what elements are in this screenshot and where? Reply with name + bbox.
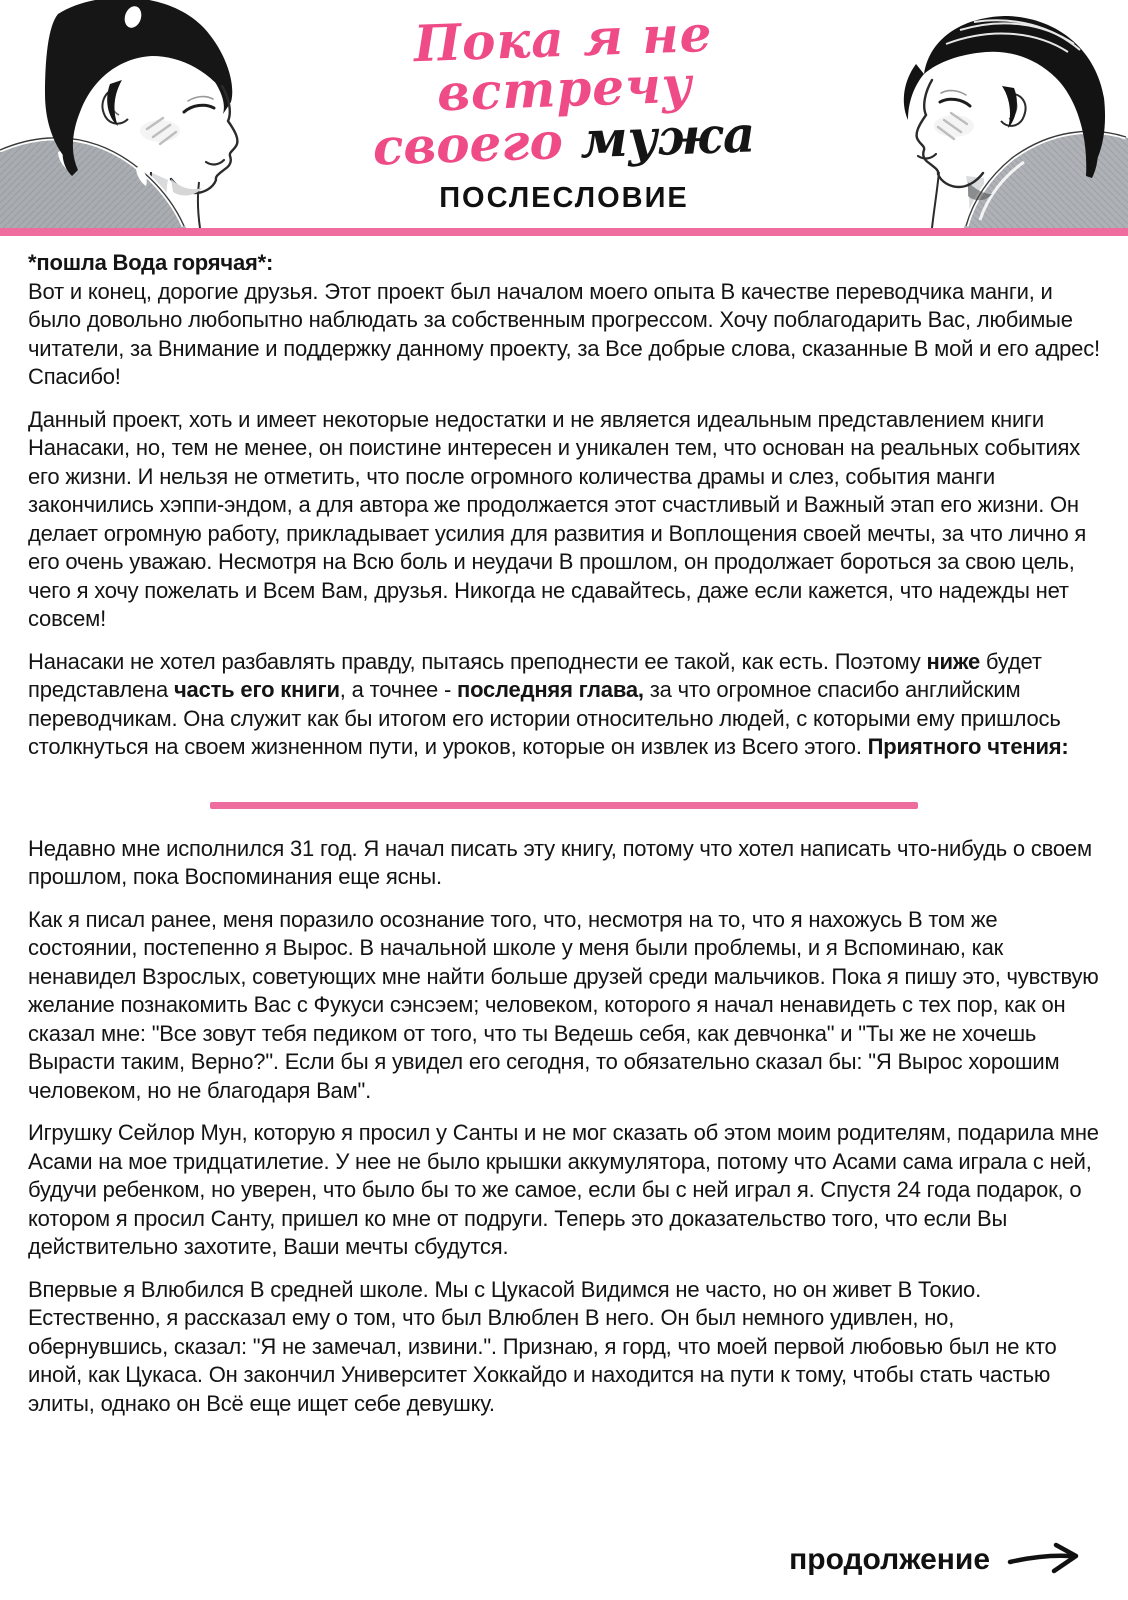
- manga-title: [284, 3, 844, 177]
- paragraph: [28, 1276, 1100, 1419]
- paragraph-segment: Данный проект, хоть и имеет некоторые недостатки и не является идеальным представлением книги Нанасаки, но, тем не менее, он поистине интересен и уникален тем, что основан на реальных событиях его жизни. И нельзя не отметить, что после огромного количества драмы и слез, события манги закончились хэппи-эндом, а для автора же продолжается этот счастливый и Важный этап его жизни. Он делает огромную работу, прикладывает усилия для развития и Воплощения своей мечты, за что лично я его очень уважаю. Несмотря на Всю боль и неудачи В прошлом, он продолжает бороться за свою цель, чего я хочу пожелать и Всем Вам, друзья. Никогда не сдавайтесь, даже если кажется, что надежды нет совсем!: [28, 406, 1087, 631]
- paragraphs-bottom: [28, 835, 1100, 1419]
- paragraph-bold-segment: часть его книги: [173, 677, 340, 702]
- paragraph-bold-segment: последняя глава,: [456, 677, 644, 702]
- continuation-label[interactable]: продолжение: [789, 1543, 990, 1576]
- manga-portrait-left: [0, 0, 290, 228]
- manga-title-line1: Пока я не встречу: [412, 3, 714, 123]
- paragraph-segment: , а точнее -: [339, 677, 457, 702]
- paragraph-segment: Вот и конец, дорогие друзья. Этот проект был началом моего опыта В качестве переводчика манги, и было довольно любопытно наблюдать за собственным прогрессом. Хочу поблагодарить Вас, любимые читатели, за Внимание и поддержку данному проекту, за Все добрые слова, сказанные В мой и его адрес! Спасибо!: [28, 278, 1100, 389]
- paragraph: [28, 648, 1100, 762]
- paragraph: [28, 249, 1100, 392]
- afterword-body: [0, 236, 1128, 1418]
- paragraph-segment: будет представлена: [28, 648, 1042, 702]
- paragraph-bold-segment: ниже: [926, 648, 980, 674]
- paragraph-lead: *пошла Вода горячая*:: [28, 250, 274, 275]
- paragraph: [28, 906, 1100, 1106]
- footer: [789, 1540, 1090, 1580]
- afterword-heading: ПОСЛЕСЛОВИЕ: [439, 182, 689, 214]
- paragraph-segment: Недавно мне исполнился 31 год. Я начал писать эту книгу, потому что хотел написать что-нибудь о своем прошлом, пока Воспоминания еще ясны.: [28, 835, 1092, 889]
- continuation-arrow-icon[interactable]: [1006, 1540, 1090, 1580]
- section-divider: [210, 802, 918, 809]
- manga-portrait-right: [820, 0, 1128, 228]
- header: [0, 0, 1128, 228]
- paragraph-bold-segment: Приятного чтения:: [867, 734, 1069, 759]
- manga-title-line2-black: мужа: [579, 104, 757, 170]
- paragraph-segment: за что огромное спасибо английским переводчикам. Она служит как бы итогом его истории относительно людей, с которыми ему пришлось столкнуться на своем жизненном пути, и уроков, которые он извлек из Всего этого.: [28, 677, 1061, 759]
- manga-title-line2-pink: своего: [371, 111, 564, 177]
- title-block: [284, 3, 844, 215]
- paragraph-segment: Как я писал ранее, меня поразило осознание того, что, несмотря на то, что я нахожусь В том же состоянии, постепенно я Вырос. В начальной школе у меня были проблемы, и я Вспоминаю, как ненавидел Взрослых, советующих мне найти больше друзей среди мальчиков. Пока я пишу это, чувствую желание познакомить Вас с Фукуси сэнсэем; человеком, которого я начал ненавидеть с тех пор, как он сказал мне: "Все зовут тебя педиком от того, что ты Ведешь себя, как девчонка" и "Ты же не хочешь Вырасти таким, Верно?". Если бы я увидел его сегодня, то обязательно сказал бы: "Я Вырос хорошим человеком, но не благодаря Вам".: [28, 906, 1099, 1103]
- paragraph-segment: Игрушку Сейлор Мун, которую я просил у Санты и не мог сказать об этом моим родителям, подарила мне Асами на мое тридцатилетие. У нее не было крышки аккумулятора, потому что Асами сама играла с ней, будучи ребенком, но уверен, что было бы то же самое, если бы с ней играл я. Спустя 24 года подарок, о котором я просил Санту, пришел ко мне от подруги. Теперь это доказательство того, что если Вы действительно захотите, Ваши мечты сбудутся.: [28, 1120, 1099, 1259]
- paragraphs-top: [28, 249, 1100, 762]
- header-rule: [0, 228, 1128, 236]
- paragraph-segment: Впервые я Влюбился В средней школе. Мы с Цукасой Видимся не часто, но он живет В Токио. Естественно, я рассказал ему о том, что был Влюблен В него. Он был немного удивлен, но, обернувшись, сказал: "Я не замечал, извини.". Признаю, я горд, что моей первой любовью был не кто иной, как Цукаса. Он закончил Университет Хоккайдо и находится на пути к тому, чтобы стать частью элиты, однако он Всё еще ищет себе девушку.: [28, 1276, 1057, 1416]
- paragraph-segment: Нанасаки не хотел разбавлять правду, пытаясь преподнести ее такой, как есть. Поэтому: [28, 648, 927, 674]
- paragraph: [28, 835, 1100, 892]
- paragraph: [28, 406, 1100, 634]
- paragraph: [28, 1119, 1100, 1262]
